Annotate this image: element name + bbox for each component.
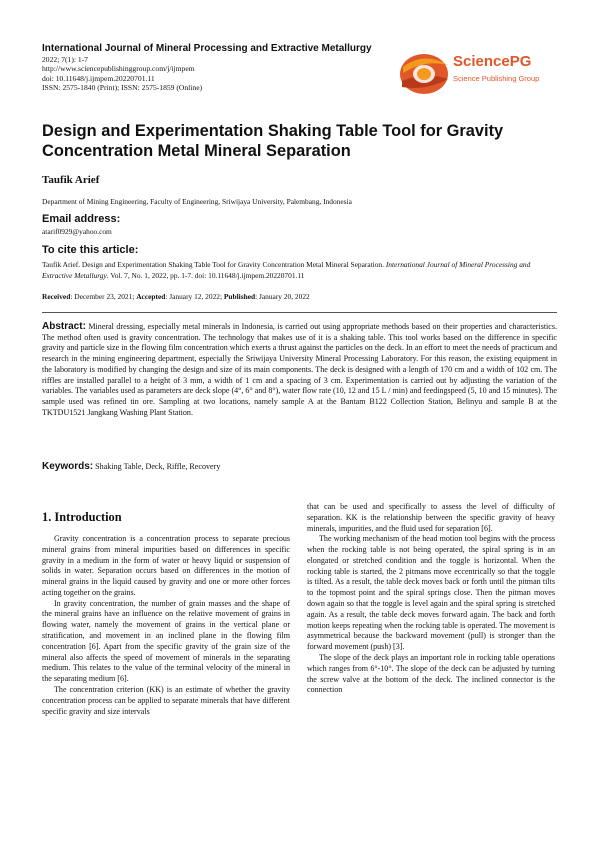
issn-line: ISSN: 2575-1840 (Print); ISSN: 2575-1859 (Online) <box>42 83 203 93</box>
journal-header <box>42 43 382 93</box>
keywords-label: Keywords: <box>42 461 94 472</box>
logo-subtitle: Science Publishing Group <box>453 74 540 83</box>
author-affiliation: Department of Mining Engineering, Faculty of Engineering, Sriwijaya University, Palembang, Indonesia <box>42 197 352 206</box>
author-name: Taufik Arief <box>42 174 100 186</box>
published-date: : January 20, 2022 <box>255 292 310 301</box>
publication-dates <box>42 292 310 301</box>
journal-name: International Journal of Mineral Processing and Extractive Metallurgy <box>42 43 372 54</box>
paragraph: The working mechanism of the head motion tool begins with the process when the rocking table is not being operated, the spiral spring is in an elongated or stretched condition and the toggle is horizontal. When the rocking table is started, the 2 pitmans move eccentrically so that the toggle is tilted. As a result, the table deck moves back or forth until the pitman tilts to the topmost point and the spiral springs close. Then the pitman moves down again so that the toggle is level again and the spiral spring is stretched again. As a result, the table deck moves forward again. The back and forth motion keeps repeating when the rocking table is operated. The movement is asymmetrical because the backward movement (pull) is stronger than the forward movement (push) [3]. <box>307 534 555 652</box>
email-heading: Email address: <box>42 213 121 225</box>
citation-text: Taufik Arief. Design and Experimentation Shaking Table Tool for Gravity Concentration Metal Mineral Separation. <box>42 260 384 269</box>
paragraph: The slope of the deck plays an important role in rocking table operations which ranges from 6°-10°. The slope of the deck can be adjusted by turning the screw valve at the bottom of the deck. The inclined connector is the connection <box>307 652 555 695</box>
body-column-right <box>307 502 555 696</box>
header-divider <box>42 312 557 313</box>
logo-wordmark: SciencePG <box>453 53 532 70</box>
volume-line: 2022; 7(1): 1-7 <box>42 55 88 64</box>
received-label: Received <box>42 292 71 301</box>
header-doi[interactable]: doi: 10.11648/j.ijmpem.20220701.11 <box>42 73 155 83</box>
citation-details: . Vol. 7, No. 1, 2022, pp. 1-7. doi: 10.11648/j.ijmpem.20220701.11 <box>106 271 305 280</box>
accepted-date: : January 12, 2022; <box>165 292 224 301</box>
body-column-left <box>42 534 290 717</box>
keywords <box>42 461 557 472</box>
sciencepg-globe-icon <box>398 47 452 99</box>
paper-title: Design and Experimentation Shaking Table Tool for Gravity Concentration Metal Mineral Separation <box>42 122 504 160</box>
journal-url[interactable]: http://www.sciencepublishinggroup.com/j/ijmpem <box>42 64 195 74</box>
citation <box>42 259 557 281</box>
abstract-label: Abstract: <box>42 321 86 332</box>
paragraph: Gravity concentration is a concentration process to separate precious mineral grains from mineral impurities based on differences in specific gravity in a medium in the form of water or heavy liquid or suspension of solids in water. Separation occurs based on differences in the motion of mineral grains in the liquid caused by gravity and one or more other forces acting together on the grains. <box>42 534 290 597</box>
keywords-list: Shaking Table, Deck, Riffle, Recovery <box>95 462 221 471</box>
author-email[interactable]: atarif0929@yahoo.com <box>42 227 112 236</box>
citation-journal: International Journal of Mineral Processing and Extractive Metallurgy <box>42 260 531 280</box>
sciencepg-logo <box>398 47 558 99</box>
abstract-text: Mineral dressing, especially metal minerals in Indonesia, is carried out using appropriate methods based on their properties and characteristics. The method often used is gravity concentration. The technology that makes use of it is a shaking table. This tool works based on the difference in specific gravity and particle size in the flowing film concentration which exerts a thrust against the particles on the deck. In an effort to meet the needs of practicum and research in the mining engineering department, especially the Sriwijaya University Mineral Processing Laboratory. For this reason, the existing equipment in the laboratory is modified by changing the design and size of its main components. The deck is designed with a length of 170 cm and a width of 102 cm. The riffles are installed parallel to a height of 3 mm, a width of 1 cm and a spacing of 3 cm. Experimentation is carried out by adjusting the variation of the variables. The variables used as parameters are deck slope (4°, 6° and 8°), water flow rate (10, 12 and 15 L / min) and feedingspeed (5, 10 and 15 minutes). The sample used was refined tin ore. Sampling at two locations, namely sample A at the Bantam B122 Collection Station, Belinyu and sample B at the TKTDU1521 Jangkang Washing Plant Station. <box>42 322 558 417</box>
received-date: : December 23, 2021; <box>70 292 137 301</box>
section-title-introduction: 1. Introduction <box>42 510 122 524</box>
cite-heading: To cite this article: <box>42 244 139 256</box>
paragraph: The concentration criterion (KK) is an estimate of whether the gravity concentration process can be applied to separate minerals that have different specific gravity and size intervals <box>42 684 290 716</box>
abstract <box>42 322 557 418</box>
paragraph-continued: that can be used and specifically to assess the level of difficulty of separation. KK is the relationship between the specific gravity of heavy minerals, impurities, and the fluid used for separation [6]. <box>307 502 555 533</box>
accepted-label: Accepted <box>136 292 166 301</box>
paragraph: In gravity concentration, the number of grain masses and the shape of the mineral grains have an influence on the relative movement of grains in flowing water, namely the movement of grains in the vertical plane or stratification, and movement in an inclined plane in the flowing film concentration [6]. Apart from the specific gravity of the grain size of the mineral also affects the speed of movement of minerals in the separating medium. This relates to the value of the terminal velocity of the mineral in the separating medium [6]. <box>42 598 290 684</box>
published-label: Published <box>223 292 256 301</box>
